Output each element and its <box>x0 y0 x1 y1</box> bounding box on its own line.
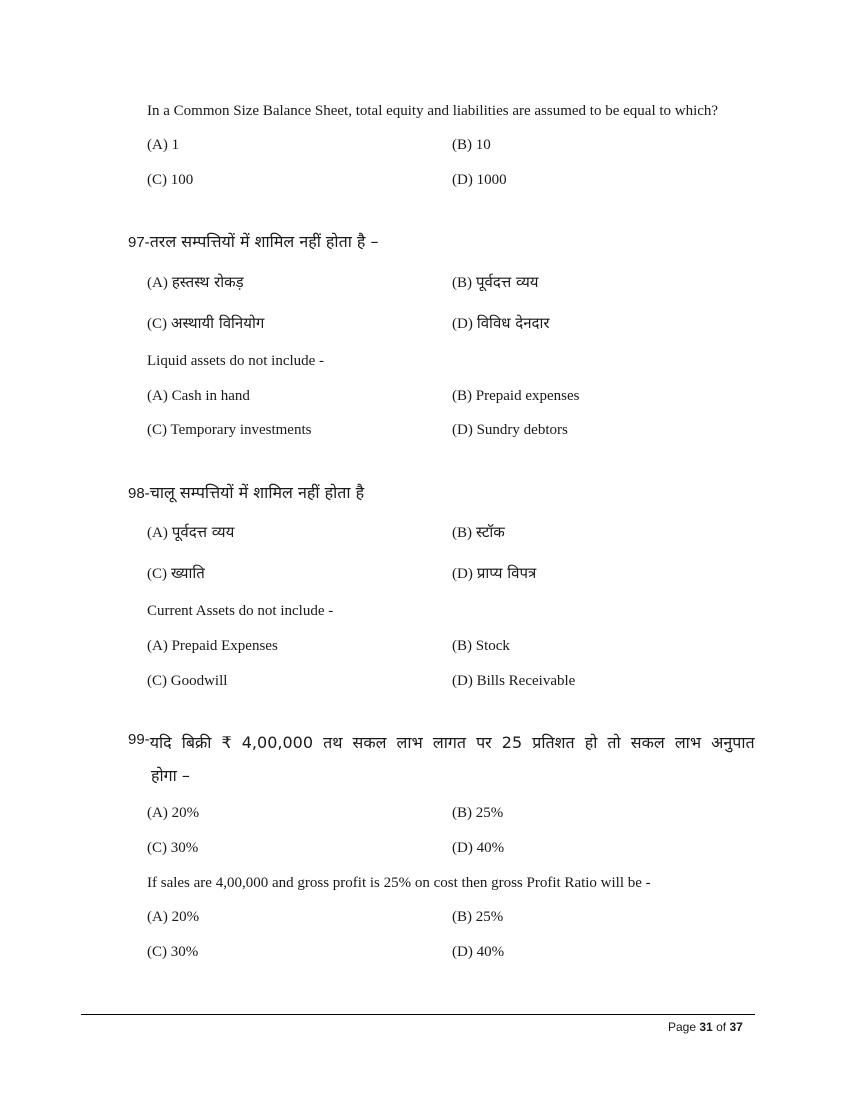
q98-en-text: Current Assets do not include - <box>147 603 334 619</box>
footer-divider <box>81 1014 755 1015</box>
q97-hi-option-a-text: हस्तस्थ रोकड़ <box>171 273 244 291</box>
q96-option-d: (D) 1000 <box>452 172 507 188</box>
q98-hi-option-c <box>147 563 205 583</box>
q97-hi-option-d-text: विविध देनदार <box>476 314 550 332</box>
q99-number: 99- <box>128 731 150 748</box>
q97-hi-text: तरल सम्पत्तियों में शामिल नहीं होता है – <box>149 232 379 251</box>
q97-hi-option-a <box>147 272 244 292</box>
q98-hi-option-c-text: ख्याति <box>171 564 205 582</box>
q99-hi-question <box>128 731 755 753</box>
page-word: Page <box>668 1020 697 1034</box>
q98-hi-option-d-text: प्राप्य विपत्र <box>476 564 537 582</box>
q99-option-c: (C) 30% <box>147 944 199 960</box>
q96-option-a: (A) 1 <box>147 137 180 153</box>
q98-option-a: (A) Prepaid Expenses <box>147 638 278 654</box>
q98-hi-option-b <box>452 522 505 542</box>
q99-hi-option-c: (C) 30% <box>147 840 199 856</box>
q98-hi-option-b-text: स्टॉक <box>476 523 505 541</box>
q97-hi-option-c-text: अस्थायी विनियोग <box>171 314 265 332</box>
q98-hi-option-b-label: (B) <box>452 525 472 541</box>
q97-option-b: (B) Prepaid expenses <box>452 388 580 404</box>
q97-option-d: (D) Sundry debtors <box>452 422 568 438</box>
q99-option-a: (A) 20% <box>147 909 200 925</box>
q97-option-a: (A) Cash in hand <box>147 388 250 404</box>
q97-hi-option-c <box>147 313 264 333</box>
q97-option-c: (C) Temporary investments <box>147 422 312 438</box>
page-total: 37 <box>729 1020 743 1034</box>
q98-option-d: (D) Bills Receivable <box>452 673 576 689</box>
q97-hi-option-b-label: (B) <box>452 275 472 291</box>
q97-hi-option-b <box>452 272 539 292</box>
q97-hi-option-d <box>452 313 550 333</box>
q98-option-b: (B) Stock <box>452 638 510 654</box>
page-current: 31 <box>699 1020 713 1034</box>
of-word: of <box>716 1020 727 1034</box>
q98-option-c: (C) Goodwill <box>147 673 228 689</box>
q98-number: 98- <box>128 485 150 502</box>
q99-hi-option-b: (B) 25% <box>452 805 504 821</box>
q97-hi-option-b-text: पूर्वदत्त व्यय <box>476 273 539 291</box>
q97-en-text: Liquid assets do not include - <box>147 353 325 369</box>
q96-option-b: (B) 10 <box>452 137 491 153</box>
q97-number: 97- <box>128 234 150 251</box>
q98-hi-option-d-label: (D) <box>452 566 473 582</box>
page-number <box>668 1020 743 1034</box>
q97-hi-option-a-label: (A) <box>147 275 168 291</box>
q97-hi-question <box>128 230 379 252</box>
q99-hi-text-line1: यदि बिक्री ₹ 4,00,000 तथ सकल लाभ लागत पर 25 प्रतिशत हो तो सकल लाभ अनुपात <box>149 733 755 752</box>
q97-hi-option-d-label: (D) <box>452 316 473 332</box>
q98-hi-text: चालू सम्पत्तियों में शामिल नहीं होता है <box>149 483 365 502</box>
q99-option-b: (B) 25% <box>452 909 504 925</box>
q98-hi-option-a-label: (A) <box>147 525 168 541</box>
q99-hi-text-line2: होगा – <box>151 766 190 785</box>
q98-hi-option-c-label: (C) <box>147 566 167 582</box>
q98-hi-option-a-text: पूर्वदत्त व्यय <box>171 523 235 541</box>
q99-hi-option-d: (D) 40% <box>452 840 505 856</box>
q96-option-c: (C) 100 <box>147 172 194 188</box>
q98-hi-option-a <box>147 522 234 542</box>
q99-option-d: (D) 40% <box>452 944 505 960</box>
q99-hi-option-a: (A) 20% <box>147 805 200 821</box>
q99-en-text: If sales are 4,00,000 and gross profit is 25% on cost then gross Profit Ratio will be - <box>147 875 651 891</box>
q98-hi-option-d <box>452 563 536 583</box>
q97-hi-option-c-label: (C) <box>147 316 167 332</box>
q96-en-text: In a Common Size Balance Sheet, total equity and liabilities are assumed to be equal to which? <box>147 103 719 119</box>
q98-hi-question <box>128 481 364 503</box>
